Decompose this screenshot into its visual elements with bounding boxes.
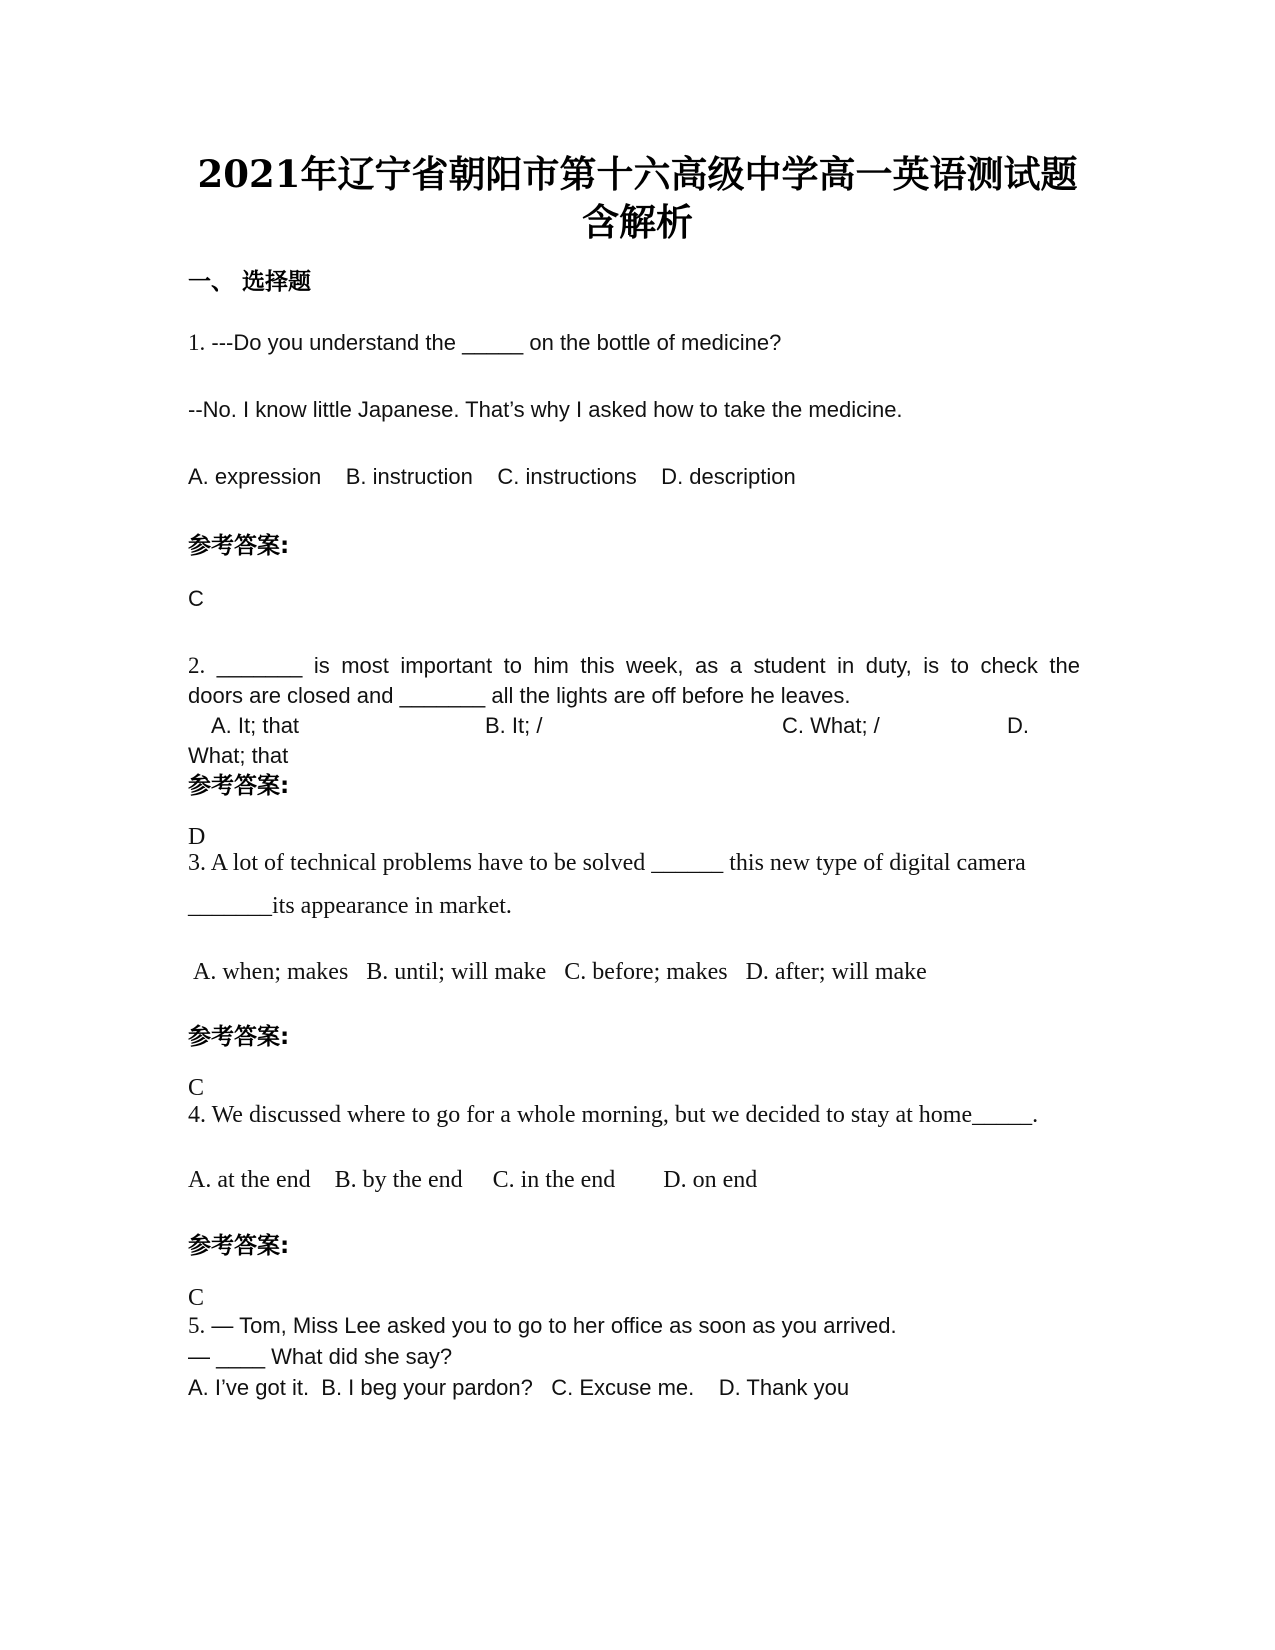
question-1-options: A. expression B. instruction C. instructions D. description <box>188 464 796 489</box>
question-1-text: ---Do you understand the _____ on the bottle of medicine? <box>211 330 782 355</box>
question-2-stem <box>188 651 1080 681</box>
question-3-answer-label: 参考答案: <box>188 1024 290 1050</box>
question-5-reply: — ____ What did she say? <box>188 1344 453 1369</box>
question-5-text: — Tom, Miss Lee asked you to go to her office as soon as you arrived. <box>211 1313 897 1338</box>
question-2-text: _______ is most important to him this week, as a student in duty, is to check the <box>216 653 1080 678</box>
document-title-line-1: 2021年辽宁省朝阳市第十六高级中学高一英语测试题 <box>197 152 1078 196</box>
question-3-stem <box>188 848 1026 878</box>
question-3-answer: C <box>188 1075 205 1101</box>
question-4-options: A. at the end B. by the end C. in the end D. on end <box>188 1167 758 1193</box>
question-2-answer-label: 参考答案: <box>188 773 290 799</box>
question-2-option-d-text: What; that <box>188 743 289 768</box>
question-3-stem-continued: _______its appearance in market. <box>188 893 512 919</box>
question-5-options: A. I’ve got it. B. I beg your pardon? C. Excuse me. D. Thank you <box>188 1375 850 1400</box>
question-2-option-a: A. It; that <box>211 713 300 738</box>
question-3-number: 3. <box>188 850 206 876</box>
question-4-answer: C <box>188 1285 205 1311</box>
question-3-options: A. when; makes B. until; will make C. before; makes D. after; will make <box>193 959 927 985</box>
question-5-number: 5. <box>188 1313 206 1338</box>
question-4-answer-label: 参考答案: <box>188 1233 290 1259</box>
question-2-stem-continued: doors are closed and _______ all the lights are off before he leaves. <box>188 683 851 708</box>
question-4-stem <box>188 1100 1038 1130</box>
question-5-stem <box>188 1311 897 1341</box>
question-2-option-c: C. What; / <box>782 713 880 738</box>
question-1-number: 1. <box>188 330 206 355</box>
question-1-dialogue: --No. I know little Japanese. That’s why I asked how to take the medicine. <box>188 397 903 422</box>
question-2-option-d: D. <box>1007 713 1029 738</box>
section-heading: 一、 选择题 <box>188 269 312 295</box>
question-2-number: 2. <box>188 653 206 678</box>
question-1-stem <box>188 328 781 358</box>
question-1-answer-label: 参考答案: <box>188 533 290 559</box>
question-2-option-b: B. It; / <box>485 713 543 738</box>
question-1-answer: C <box>188 586 204 611</box>
document-title-line-2: 含解析 <box>582 200 693 244</box>
question-2-answer: D <box>188 824 206 850</box>
question-4-number: 4. <box>188 1102 206 1128</box>
question-4-text: We discussed where to go for a whole morning, but we decided to stay at home_____. <box>211 1102 1039 1128</box>
question-3-text: A lot of technical problems have to be solved ______ this new type of digital camera <box>210 850 1026 876</box>
